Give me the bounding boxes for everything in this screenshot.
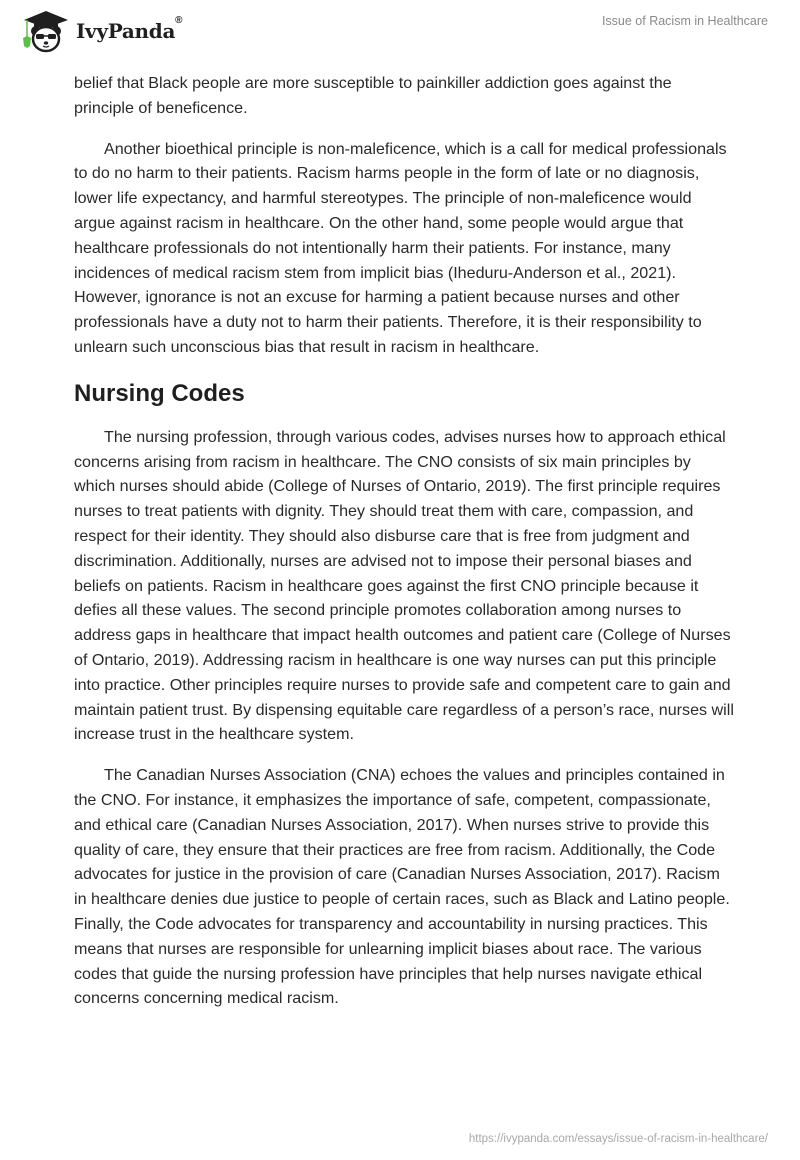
paragraph-cno-principles: The nursing profession, through various codes, advises nurses how to approach ethical concerns arising from racism in healthcare. The CNO consists of six main principles by which nurses should abide (College of Nurses of Ontario, 2019). The first principle requires nurses to treat patients with dignity. They should treat them with care, compassion, and respect for their identity. They should also disburse care that is free from judgment and discrimination. Additionally, nurses are advised not to impose their personal biases and beliefs on patients. Racism in healthcare goes against the first CNO principle because it defies all these values. The second principle promotes collaboration among nurses to address gaps in healthcare that impact health outcomes and patient care (College of Nurses of Ontario, 2019). Addressing racism in healthcare is one way nurses can put this principle into practice. Other principles require nurses to provide safe and competent care to gain and maintain patient trust. By dispensing equitable care regardless of a person’s race, nurses will increase trust in the healthcare system. <box>74 427 734 744</box>
paragraph-continued: belief that Black people are more susceptible to painkiller addiction goes against the principle of beneficence. <box>74 74 672 117</box>
essay-content <box>74 71 734 1011</box>
source-url[interactable]: https://ivypanda.com/essays/issue-of-racism-in-healthcare/ <box>468 1133 768 1145</box>
logo-wordmark: IvyPanda <box>76 19 176 43</box>
logo-text <box>76 15 183 43</box>
registered-mark: ® <box>175 15 183 26</box>
panda-graduate-icon <box>18 6 74 56</box>
paragraph-cna-code: The Canadian Nurses Association (CNA) echoes the values and principles contained in the CNO. For instance, it emphasizes the importance of safe, competent, compassionate, and ethical care (Canadian Nurses Association, 2017). When nurses strive to provide this quality of care, they ensure that their practices are free from racism. Additionally, the Code advocates for justice in the provision of care (Canadian Nurses Association, 2017). Racism in healthcare denies due justice to people of certain races, such as Black and Latino people. Finally, the Code advocates for transparency and accountability in nursing practices. This means that nurses are responsible for unlearning implicit biases about race. The various codes that guide the nursing profession have principles that help nurses navigate ethical concerns concerning medical racism. <box>74 766 730 1008</box>
ivypanda-logo[interactable] <box>18 6 182 56</box>
section-heading-nursing-codes: Nursing Codes <box>74 379 245 407</box>
paragraph-non-maleficence: Another bioethical principle is non-maleficence, which is a call for medical professionals to do no harm to their patients. Racism harms people in the form of late or no diagnosis, lower life expectancy, and harmful stereotypes. The principle of non-maleficence would argue against racism in healthcare. On the other hand, some people would argue that healthcare professionals do not intentionally harm their patients. For instance, many incidences of medical racism stem from implicit bias (Iheduru-Anderson et al., 2021). However, ignorance is not an excuse for harming a patient because nurses and other professionals have a duty not to harm their patients. Therefore, it is their responsibility to unlearn such unconscious bias that result in racism in healthcare. <box>74 139 727 356</box>
document-title: Issue of Racism in Healthcare <box>601 14 768 28</box>
page-header <box>0 0 800 62</box>
